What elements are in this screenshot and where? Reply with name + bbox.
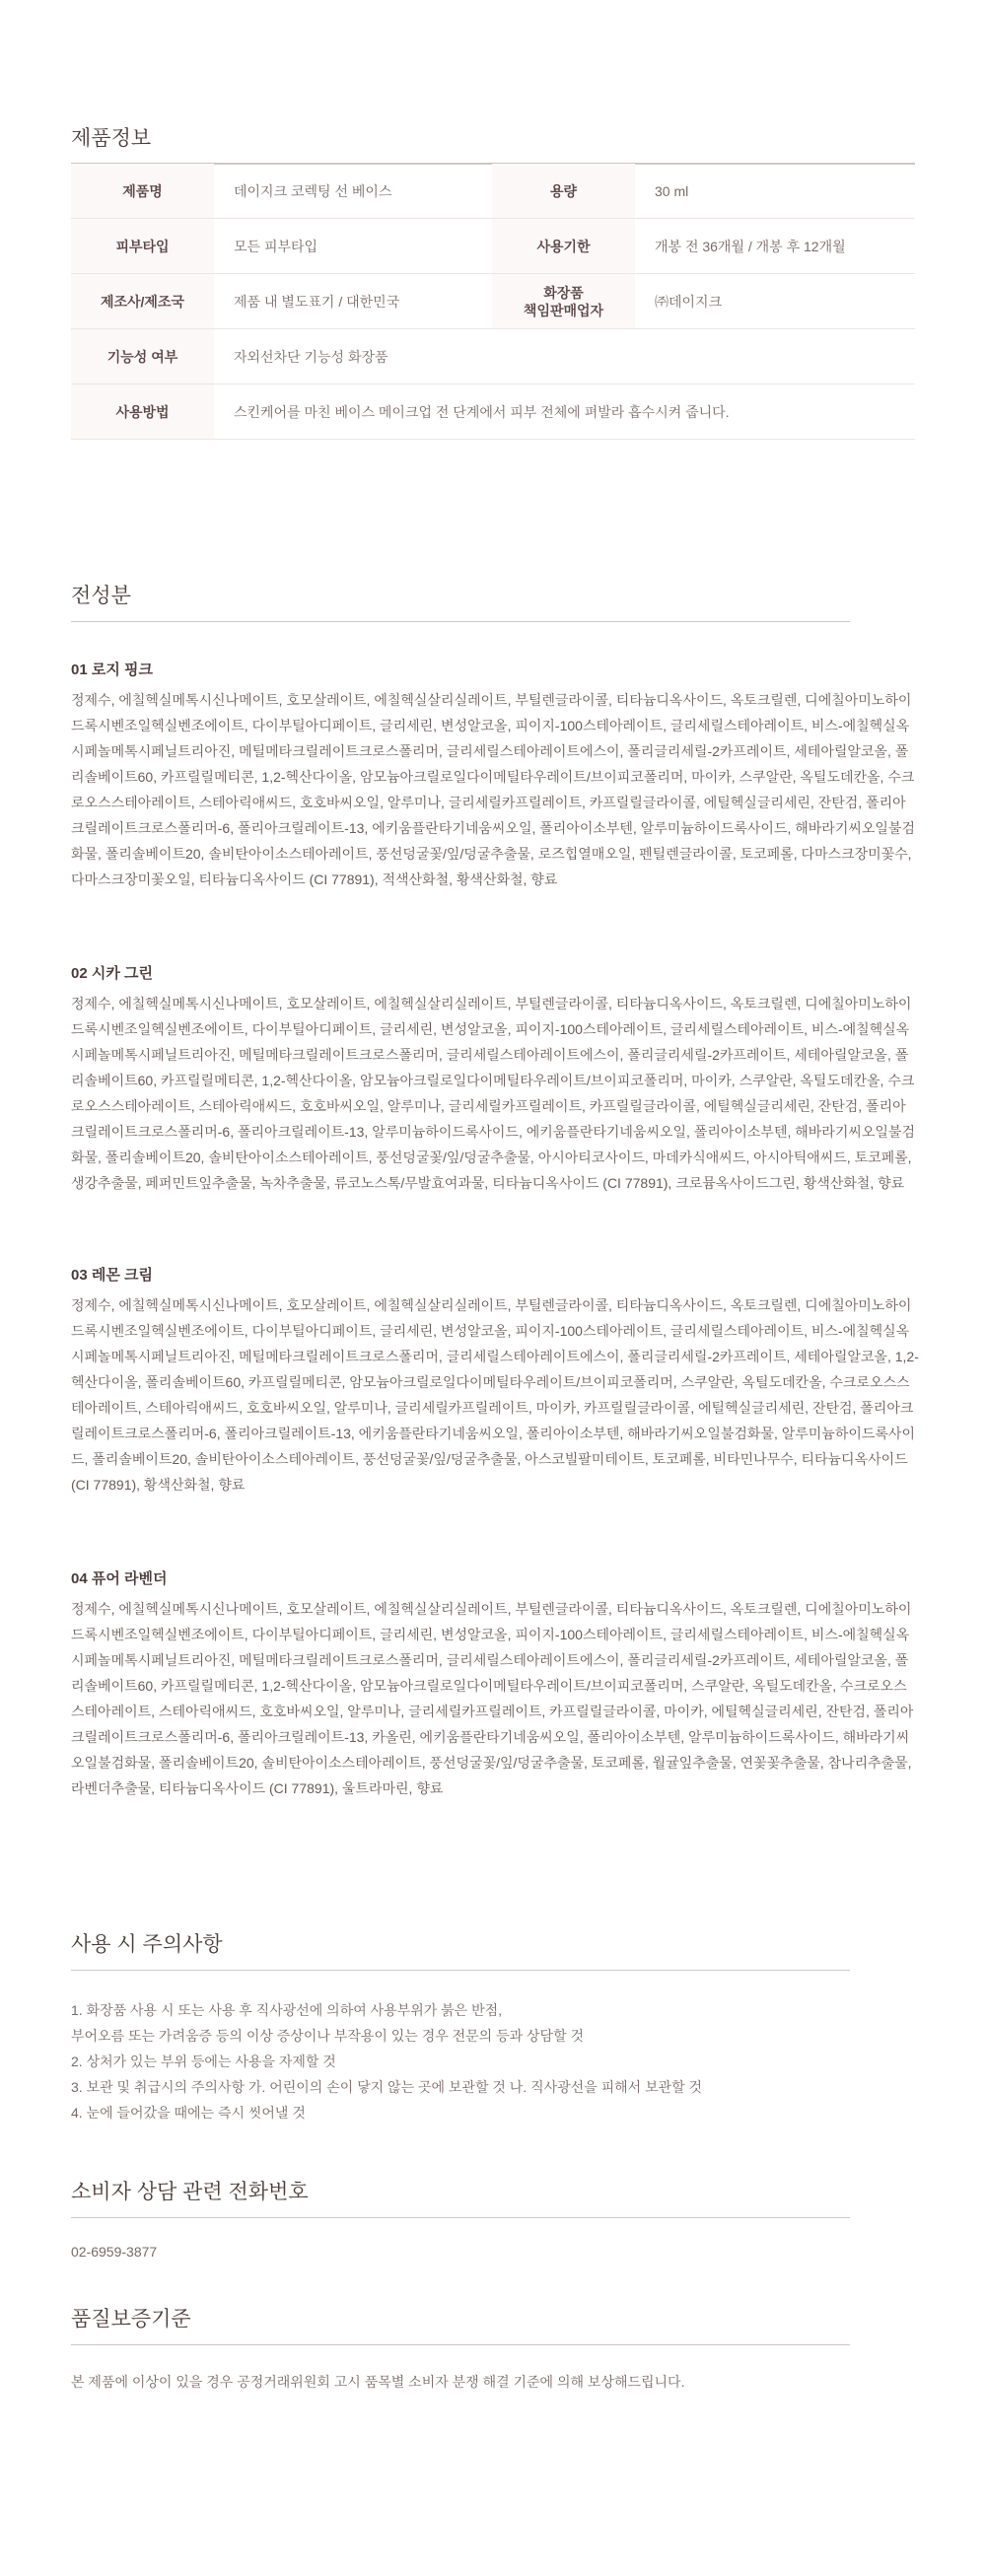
ingredient-group-title: 02 시카 그린	[71, 965, 153, 982]
ingredients-title: 전성분	[71, 585, 131, 607]
ingredient-group-text: 정제수, 에칠헥실메톡시신나메이트, 호모살레이트, 에칠헥실살리실레이트, 부틸렌글라이콜, 티타늄디옥사이드, 옥토크릴렌, 디에칠아미노하이드록시벤조일헥실벤조에이트, 다이부틸아디페이트, 글리세린, 변성알코올, 피이지-100스테아레이트, 글리세릴스테아레이트, 비스-에칠헥실옥시페놀메톡시페닐트리아진, 메틸메타크릴레이트크로스폴리머, 글리세릴스테아레이트에스이, 폴리글리세릴-2카프레이트, 세테아릴알코올, 1,2-헥산다이올, 폴리솔베이트60, 카프릴릴메티콘, 암모늄아크릴로일다이메틸타우레이트/브이피코폴리머, 스쿠알란, 옥틸도데칸올, 수크로오스스테아레이트, 스테아릭애씨드, 호호바씨오일, 알루미나, 글리세릴카프릴레이트, 마이카, 카프릴릴글라이콜, 에틸헥실글리세린, 잔탄검, 폴리아크릴레이트크로스폴리머-6, 폴리아크릴레이트-13, 에키움플란타기네움씨오일, 폴리아이소부텐, 해바라기씨오일불검화물, 알루미늄하이드록사이드, 폴리솔베이트20, 솔비탄아이소스테아레이트, 풍선덩굴꽃/잎/덩굴추출물, 아스코빌팔미테이트, 토코페롤, 비타민나무수, 티타늄디옥사이드 (CI 77891), 황색산화철, 향료	[71, 1297, 919, 1493]
manufacturer-value: 제품 내 별도표기 / 대한민국	[214, 274, 492, 329]
ingredient-group-pure-lavender	[71, 1567, 919, 1801]
list-item: 4. 눈에 들어갔을 때에는 즉시 씻어낼 것	[71, 2105, 306, 2121]
consumer-contact-divider	[71, 2217, 850, 2218]
volume-value: 30 ml	[635, 164, 915, 219]
ingredient-group-cica-green	[71, 962, 919, 1196]
list-item: 1. 화장품 사용 시 또는 사용 후 직사광선에 의하여 사용부위가 붉은 반점, 부어오름 또는 가려움증 등의 이상 증상이나 부작용이 있는 경우 전문의 등과 상담할 것	[71, 2002, 585, 2044]
quality-text: 본 제품에 이상이 있을 경우 공정거래위원회 고시 품목별 소비자 분쟁 해결 기준에 의해 보상해드립니다.	[71, 2374, 685, 2390]
ingredient-group-title: 01 로지 핑크	[71, 661, 153, 678]
table-row	[71, 329, 915, 384]
functional-label: 기능성 여부	[71, 329, 214, 384]
precautions-list	[71, 1997, 919, 2125]
precautions-title: 사용 시 주의사항	[71, 1933, 223, 1956]
list-item: 3. 보관 및 취급시의 주의사항 가. 어린이의 손이 닿지 않는 곳에 보관할 것 나. 직사광선을 피해서 보관할 것	[71, 2079, 703, 2095]
expiry-value: 개봉 전 36개월 / 개봉 후 12개월	[635, 219, 915, 274]
ingredient-group-title: 03 레몬 크림	[71, 1267, 153, 1284]
ingredient-group-text: 정제수, 에칠헥실메톡시신나메이트, 호모살레이트, 에칠헥실살리실레이트, 부틸렌글라이콜, 티타늄디옥사이드, 옥토크릴렌, 디에칠아미노하이드록시벤조일헥실벤조에이트, 다이부틸아디페이트, 글리세린, 변성알코올, 피이지-100스테아레이트, 글리세릴스테아레이트, 비스-에칠헥실옥시페놀메톡시페닐트리아진, 메틸메타크릴레이트크로스폴리머, 글리세릴스테아레이트에스이, 폴리글리세릴-2카프레이트, 세테아릴알코올, 폴리솔베이트60, 카프릴릴메티콘, 1,2-헥산다이올, 암모늄아크릴로일다이메틸타우레이트/브이피코폴리머, 마이카, 스쿠알란, 옥틸도데칸올, 수크로오스스테아레이트, 스테아릭애씨드, 호호바씨오일, 알루미나, 글리세릴카프릴레이트, 카프릴릴글라이콜, 에틸헥실글리세린, 잔탄검, 폴리아크릴레이트크로스폴리머-6, 폴리아크릴레이트-13, 알루미늄하이드록사이드, 에키움플란타기네움씨오일, 폴리아이소부텐, 해바라기씨오일불검화물, 폴리솔베이트20, 솔비탄아이소스테아레이트, 풍선덩굴꽃/잎/덩굴추출물, 아시아티코사이드, 마데카식애씨드, 아시아틱애씨드, 토코페롤, 생강추출물, 페퍼민트잎추출물, 녹차추출물, 류코노스톡/무발효여과물, 티타늄디옥사이드 (CI 77891), 크로뮴옥사이드그린, 황색산화철, 향료	[71, 996, 915, 1191]
ingredients-divider	[71, 621, 850, 622]
ingredient-group-title: 04 퓨어 라벤더	[71, 1570, 168, 1587]
ingredient-group-text: 정제수, 에칠헥실메톡시신나메이트, 호모살레이트, 에칠헥실살리실레이트, 부틸렌글라이콜, 티타늄디옥사이드, 옥토크릴렌, 디에칠아미노하이드록시벤조일헥실벤조에이트, 다이부틸아디페이트, 글리세린, 변성알코올, 피이지-100스테아레이트, 글리세릴스테아레이트, 비스-에칠헥실옥시페놀메톡시페닐트리아진, 메틸메타크릴레이트크로스폴리머, 글리세릴스테아레이트에스이, 폴리글리세릴-2카프레이트, 세테아릴알코올, 폴리솔베이트60, 카프릴릴메티콘, 1,2-헥산다이올, 암모늄아크릴로일다이메틸타우레이트/브이피코폴리머, 스쿠알란, 옥틸도데칸올, 수크로오스스테아레이트, 스테아릭애씨드, 호호바씨오일, 알루미나, 글리세릴카프릴레이트, 카프릴릴글라이콜, 마이카, 에틸헥실글리세린, 잔탄검, 폴리아크릴레이트크로스폴리머-6, 폴리아크릴레이트-13, 카올린, 에키움플란타기네움씨오일, 폴리아이소부텐, 알루미늄하이드록사이드, 해바라기씨오일불검화물, 폴리솔베이트20, 솔비탄아이소스테아레이트, 풍선덩굴꽃/잎/덩굴추출물, 토코페롤, 월귤잎추출물, 연꽃꽃추출물, 참나리추출물, 라벤더추출물, 티타늄디옥사이드 (CI 77891), 울트라마린, 향료	[71, 1601, 914, 1796]
ingredient-group-lemon-cream	[71, 1264, 919, 1497]
table-row	[71, 164, 915, 219]
skin-type-label: 피부타입	[71, 219, 214, 274]
table-row	[71, 274, 915, 329]
product-info-title: 제품정보	[71, 127, 152, 150]
list-item: 2. 상처가 있는 부위 등에는 사용을 자제할 것	[71, 2054, 336, 2069]
skin-type-value: 모든 피부타입	[214, 219, 492, 274]
distributor-value: ㈜데이지크	[635, 274, 915, 329]
ingredient-group-text: 정제수, 에칠헥실메톡시신나메이트, 호모살레이트, 에칠헥실살리실레이트, 부틸렌글라이콜, 티타늄디옥사이드, 옥토크릴렌, 디에칠아미노하이드록시벤조일헥실벤조에이트, 다이부틸아디페이트, 글리세린, 변성알코올, 피이지-100스테아레이트, 글리세릴스테아레이트, 비스-에칠헥실옥시페놀메톡시페닐트리아진, 메틸메타크릴레이트크로스폴리머, 글리세릴스테아레이트에스이, 폴리글리세릴-2카프레이트, 세테아릴알코올, 폴리솔베이트60, 카프릴릴메티콘, 1,2-헥산다이올, 암모늄아크릴로일다이메틸타우레이트/브이피코폴리머, 마이카, 스쿠알란, 옥틸도데칸올, 수크로오스스테아레이트, 스테아릭애씨드, 호호바씨오일, 알루미나, 글리세릴카프릴레이트, 카프릴릴글라이콜, 에틸헥실글리세린, 잔탄검, 폴리아크릴레이트크로스폴리머-6, 폴리아크릴레이트-13, 에키움플란타기네움씨오일, 폴리아이소부텐, 알루미늄하이드록사이드, 해바라기씨오일불검화물, 폴리솔베이트20, 솔비탄아이소스테아레이트, 풍선덩굴꽃/잎/덩굴추출물, 로즈힙열매오일, 펜틸렌글라이콜, 토코페롤, 다마스크장미꽃수, 다마스크장미꽃오일, 티타늄디옥사이드 (CI 77891), 적색산화철, 황색산화철, 향료	[71, 692, 915, 887]
product-name-label: 제품명	[71, 164, 214, 219]
usage-value: 스킨케어를 마친 베이스 메이크업 전 단계에서 피부 전체에 펴발라 흡수시켜 줍니다.	[214, 384, 915, 440]
distributor-label: 화장품 책임판매업자	[492, 274, 635, 329]
table-row	[71, 219, 915, 274]
quality-title: 품질보증기준	[71, 2308, 191, 2331]
table-row	[71, 384, 915, 440]
functional-value: 자외선차단 기능성 화장품	[214, 329, 915, 384]
precautions-divider	[71, 1970, 850, 1971]
manufacturer-label: 제조사/제조국	[71, 274, 214, 329]
usage-label: 사용방법	[71, 384, 214, 440]
consumer-contact-title: 소비자 상담 관련 전화번호	[71, 2181, 309, 2203]
volume-label: 용량	[492, 164, 635, 219]
ingredient-group-rosy-pink	[71, 659, 919, 892]
expiry-label: 사용기한	[492, 219, 635, 274]
product-info-table	[71, 164, 915, 440]
contact-phone: 02-6959-3877	[71, 2244, 158, 2260]
product-name-value: 데이지크 코렉팅 선 베이스	[214, 164, 492, 219]
quality-divider	[71, 2344, 850, 2345]
